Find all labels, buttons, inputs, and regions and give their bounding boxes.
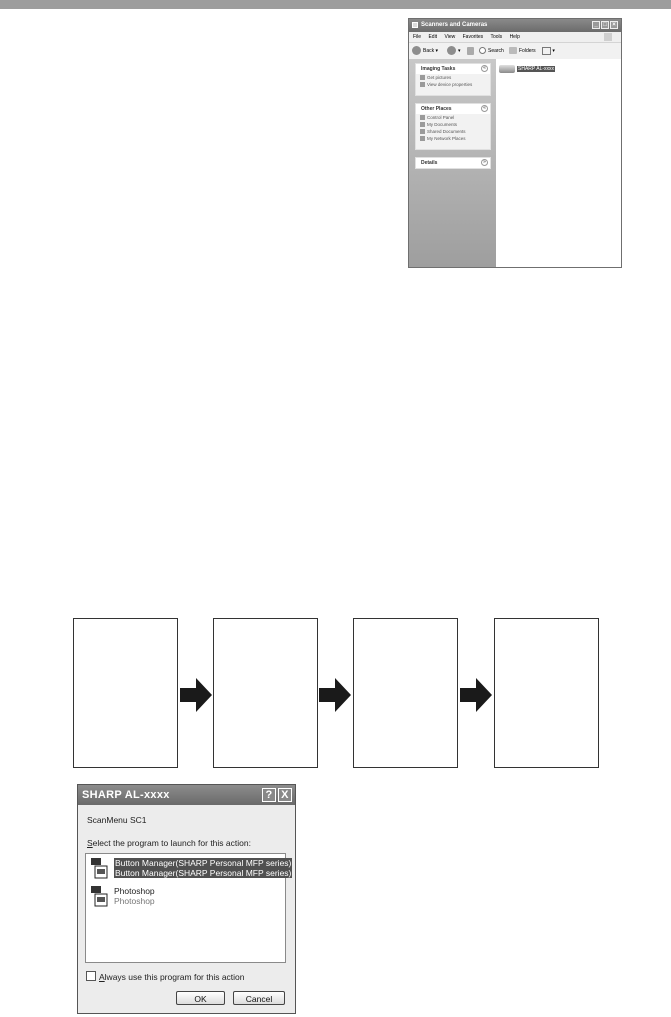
checkbox-accel: A xyxy=(99,972,105,982)
search-button[interactable] xyxy=(479,46,504,56)
prompt-accel: S xyxy=(87,838,93,848)
window-title: Scanners and Cameras xyxy=(421,22,488,28)
scanners-cameras-window xyxy=(408,18,622,268)
cancel-button[interactable]: Cancel xyxy=(233,991,285,1005)
views-button[interactable]: ▾ xyxy=(542,46,555,56)
folder-icon xyxy=(412,22,418,28)
toolbar xyxy=(409,43,621,60)
arrow-right-icon xyxy=(180,678,212,712)
scanner-icon xyxy=(499,65,515,73)
menu-tools[interactable]: Tools xyxy=(490,34,503,40)
flow-step-1 xyxy=(73,618,178,768)
back-label: Back xyxy=(423,48,435,54)
other-places-title: Other Places xyxy=(421,106,452,112)
collapse-icon[interactable]: « xyxy=(481,65,488,72)
list-item[interactable] xyxy=(89,885,281,909)
arrow-right-icon xyxy=(460,678,492,712)
other-places-header[interactable] xyxy=(416,104,490,114)
menu-edit[interactable]: Edit xyxy=(428,34,438,40)
forward-button[interactable]: ▾ xyxy=(447,46,461,56)
imaging-tasks-title: Imaging Tasks xyxy=(421,66,456,72)
collapse-icon[interactable]: « xyxy=(481,105,488,112)
details-panel xyxy=(415,157,491,169)
back-arrow-icon xyxy=(412,46,421,55)
program-prompt xyxy=(87,838,251,848)
folder-icon xyxy=(420,129,425,134)
place-control-panel[interactable] xyxy=(416,114,490,121)
dialog-title: SHARP AL-xxxx xyxy=(82,789,170,801)
up-folder-button[interactable] xyxy=(467,46,476,56)
task-pane xyxy=(409,59,496,267)
program-list[interactable] xyxy=(85,853,292,963)
program-description: Photoshop xyxy=(114,896,155,906)
place-control-panel-label: Control Panel xyxy=(427,115,455,120)
help-icon[interactable]: ? xyxy=(262,788,276,802)
imaging-tasks-panel xyxy=(415,63,491,96)
close-icon[interactable]: X xyxy=(278,788,292,802)
always-use-checkbox[interactable] xyxy=(86,971,245,982)
window-titlebar[interactable] xyxy=(409,19,621,32)
menu-favorites[interactable]: Favorites xyxy=(462,34,484,40)
views-icon xyxy=(542,47,551,55)
expand-icon[interactable]: » xyxy=(481,159,488,166)
place-shared-documents[interactable] xyxy=(416,128,490,135)
flow-step-4 xyxy=(494,618,599,768)
checkbox-label: lways use this program for this action xyxy=(104,972,245,982)
search-icon xyxy=(479,47,486,54)
header-band xyxy=(0,0,671,9)
scanner-device[interactable] xyxy=(499,65,555,73)
place-shared-documents-label: Shared Documents xyxy=(427,129,466,134)
search-label: Search xyxy=(488,48,504,54)
task-view-properties-label: View device properties xyxy=(427,82,473,87)
forward-arrow-icon xyxy=(447,46,456,55)
other-places-panel xyxy=(415,103,491,150)
button-manager-icon xyxy=(90,857,108,879)
device-list xyxy=(496,59,621,267)
network-icon xyxy=(420,136,425,141)
place-my-network-label: My Network Places xyxy=(427,136,466,141)
task-view-properties[interactable] xyxy=(416,81,490,88)
folders-icon xyxy=(509,47,517,54)
camera-icon xyxy=(420,75,425,80)
folder-icon xyxy=(420,122,425,127)
place-my-documents[interactable] xyxy=(416,121,490,128)
arrow-right-icon xyxy=(319,678,351,712)
program-description: Button Manager(SHARP Personal MFP series) xyxy=(115,868,292,878)
menu-help[interactable]: Help xyxy=(509,34,520,40)
checkbox-box[interactable] xyxy=(86,971,96,981)
task-get-pictures[interactable] xyxy=(416,74,490,81)
imaging-tasks-header[interactable] xyxy=(416,64,490,74)
place-my-network[interactable] xyxy=(416,135,490,142)
close-icon[interactable]: × xyxy=(610,21,618,29)
menu-view[interactable]: View xyxy=(444,34,456,40)
control-panel-icon xyxy=(420,115,425,120)
window-body xyxy=(409,59,621,267)
flow-step-2 xyxy=(213,618,318,768)
back-button[interactable]: Back ▾ xyxy=(412,46,438,56)
task-get-pictures-label: Get pictures xyxy=(427,75,452,80)
photoshop-icon xyxy=(90,885,108,907)
menu-bar xyxy=(409,32,621,43)
properties-icon xyxy=(420,82,425,87)
flow-step-3 xyxy=(353,618,458,768)
dialog-titlebar[interactable] xyxy=(78,785,295,805)
place-my-documents-label: My Documents xyxy=(427,122,458,127)
folders-button[interactable] xyxy=(509,46,536,56)
list-item[interactable] xyxy=(89,857,292,881)
details-title: Details xyxy=(421,160,438,166)
program-select-dialog xyxy=(77,784,296,1014)
folders-label: Folders xyxy=(519,48,536,54)
program-name: Photoshop xyxy=(114,886,155,896)
minimize-icon[interactable]: _ xyxy=(592,21,600,29)
windows-logo-icon xyxy=(604,33,612,41)
ok-button[interactable]: OK xyxy=(176,991,225,1005)
event-name: ScanMenu SC1 xyxy=(87,815,147,825)
up-folder-icon xyxy=(467,47,474,55)
details-header[interactable] xyxy=(416,158,490,168)
menu-file[interactable]: File xyxy=(413,34,422,40)
prompt-text: elect the program to launch for this action: xyxy=(92,838,251,848)
maximize-icon[interactable]: □ xyxy=(601,21,609,29)
scanner-device-label: SHARP AL-xxxx xyxy=(518,66,555,73)
program-name: Button Manager(SHARP Personal MFP series) xyxy=(115,858,292,868)
